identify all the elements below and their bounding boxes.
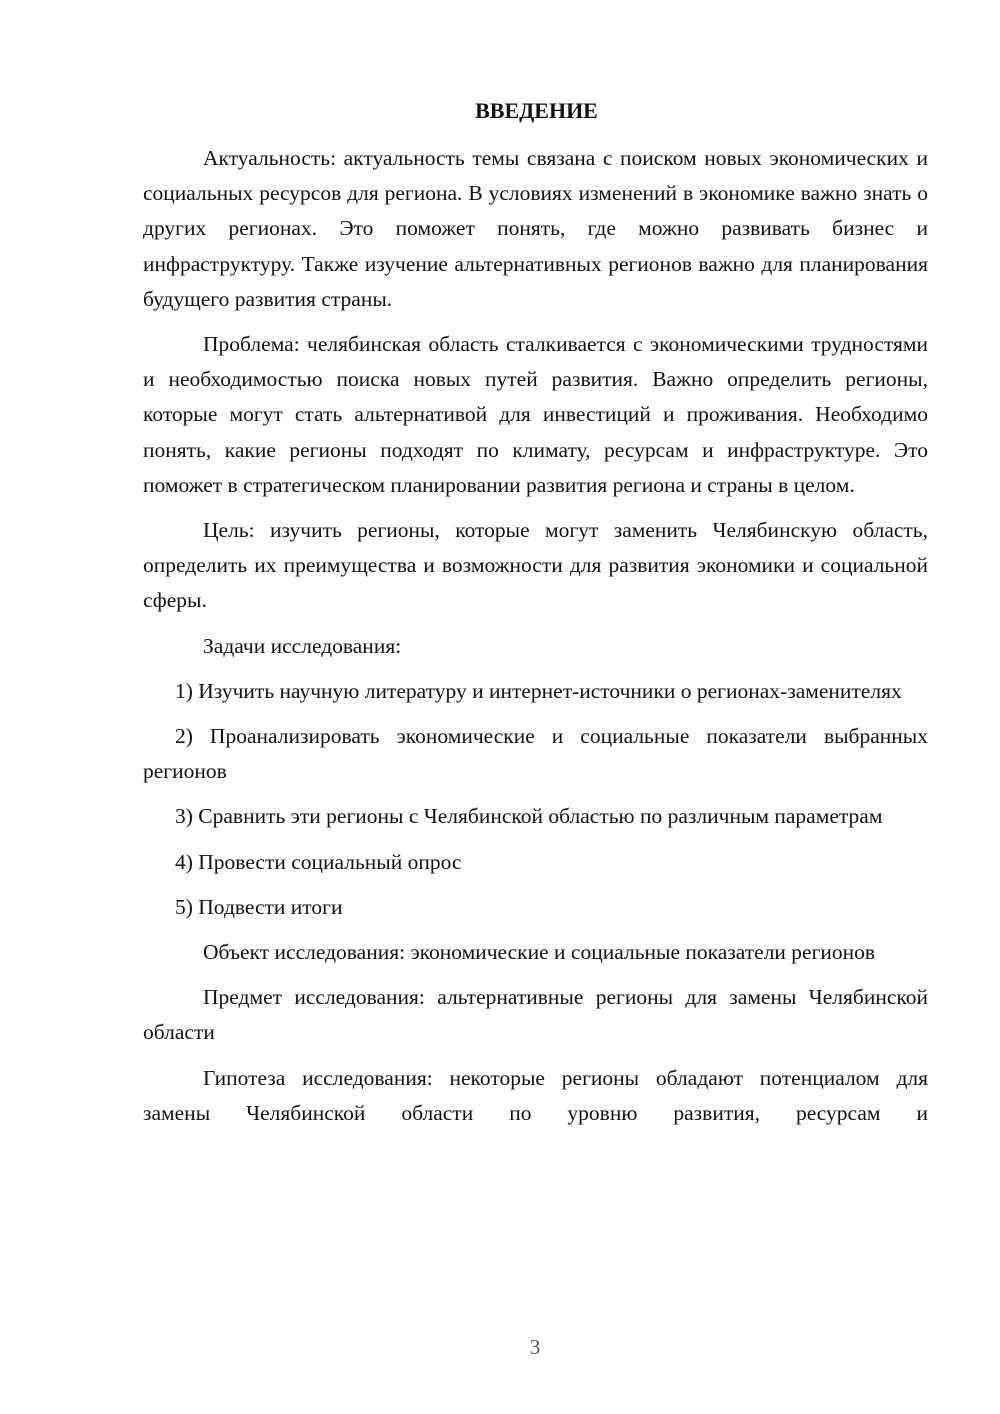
paragraph-problem: Проблема: челябинская область сталкивается с экономическими трудностями и необходимостью поиска новых путей развития. Важно определить регионы, которые могут стать альтернативой для инвестиций и проживания. Необходимо понять, какие регионы подходят по климату, ресурсам и инфраструктуре. Это поможет в стратегическом планировании развития региона и страны в целом.: [143, 332, 928, 497]
paragraph-object: Объект исследования: экономические и социальные показатели регионов: [203, 940, 876, 965]
paragraph-tasks-title: Задачи исследования:: [203, 633, 402, 658]
task-item-2: 2) Проанализировать экономические и социальные показатели выбранных регионов: [143, 724, 928, 784]
document-page: [143, 94, 928, 1141]
task-item-3: 3) Сравнить эти регионы с Челябинской областью по различным параметрам: [175, 804, 883, 829]
task-item-1: 1) Изучить научную литературу и интернет-источники о регионах-заменителях: [175, 678, 902, 703]
paragraph-goal: Цель: изучить регионы, которые могут заменить Челябинскую область, определить их преимущества и возможности для развития экономики и социальной сферы.: [143, 518, 928, 613]
task-item-4: 4) Провести социальный опрос: [175, 849, 462, 874]
page-number: 3: [529, 1335, 541, 1359]
paragraph-subject: Предмет исследования: альтернативные регионы для замены Челябинской области: [143, 985, 928, 1045]
paragraph-relevance: Актуальность: актуальность темы связана с поиском новых экономических и социальных ресурсов для региона. В условиях изменений в экономике важно знать о других регионах. Это поможет понять, где можно развивать бизнес и инфраструктуру. Также изучение альтернативных регионов важно для планирования будущего развития страны.: [143, 146, 928, 311]
paragraph-hypothesis: Гипотеза исследования: некоторые регионы обладают потенциалом для замены Челябинской области по уровню развития, ресурсам и: [143, 1065, 928, 1125]
section-heading: ВВЕДЕНИЕ: [475, 98, 598, 123]
task-item-5: 5) Подвести итоги: [175, 894, 343, 919]
